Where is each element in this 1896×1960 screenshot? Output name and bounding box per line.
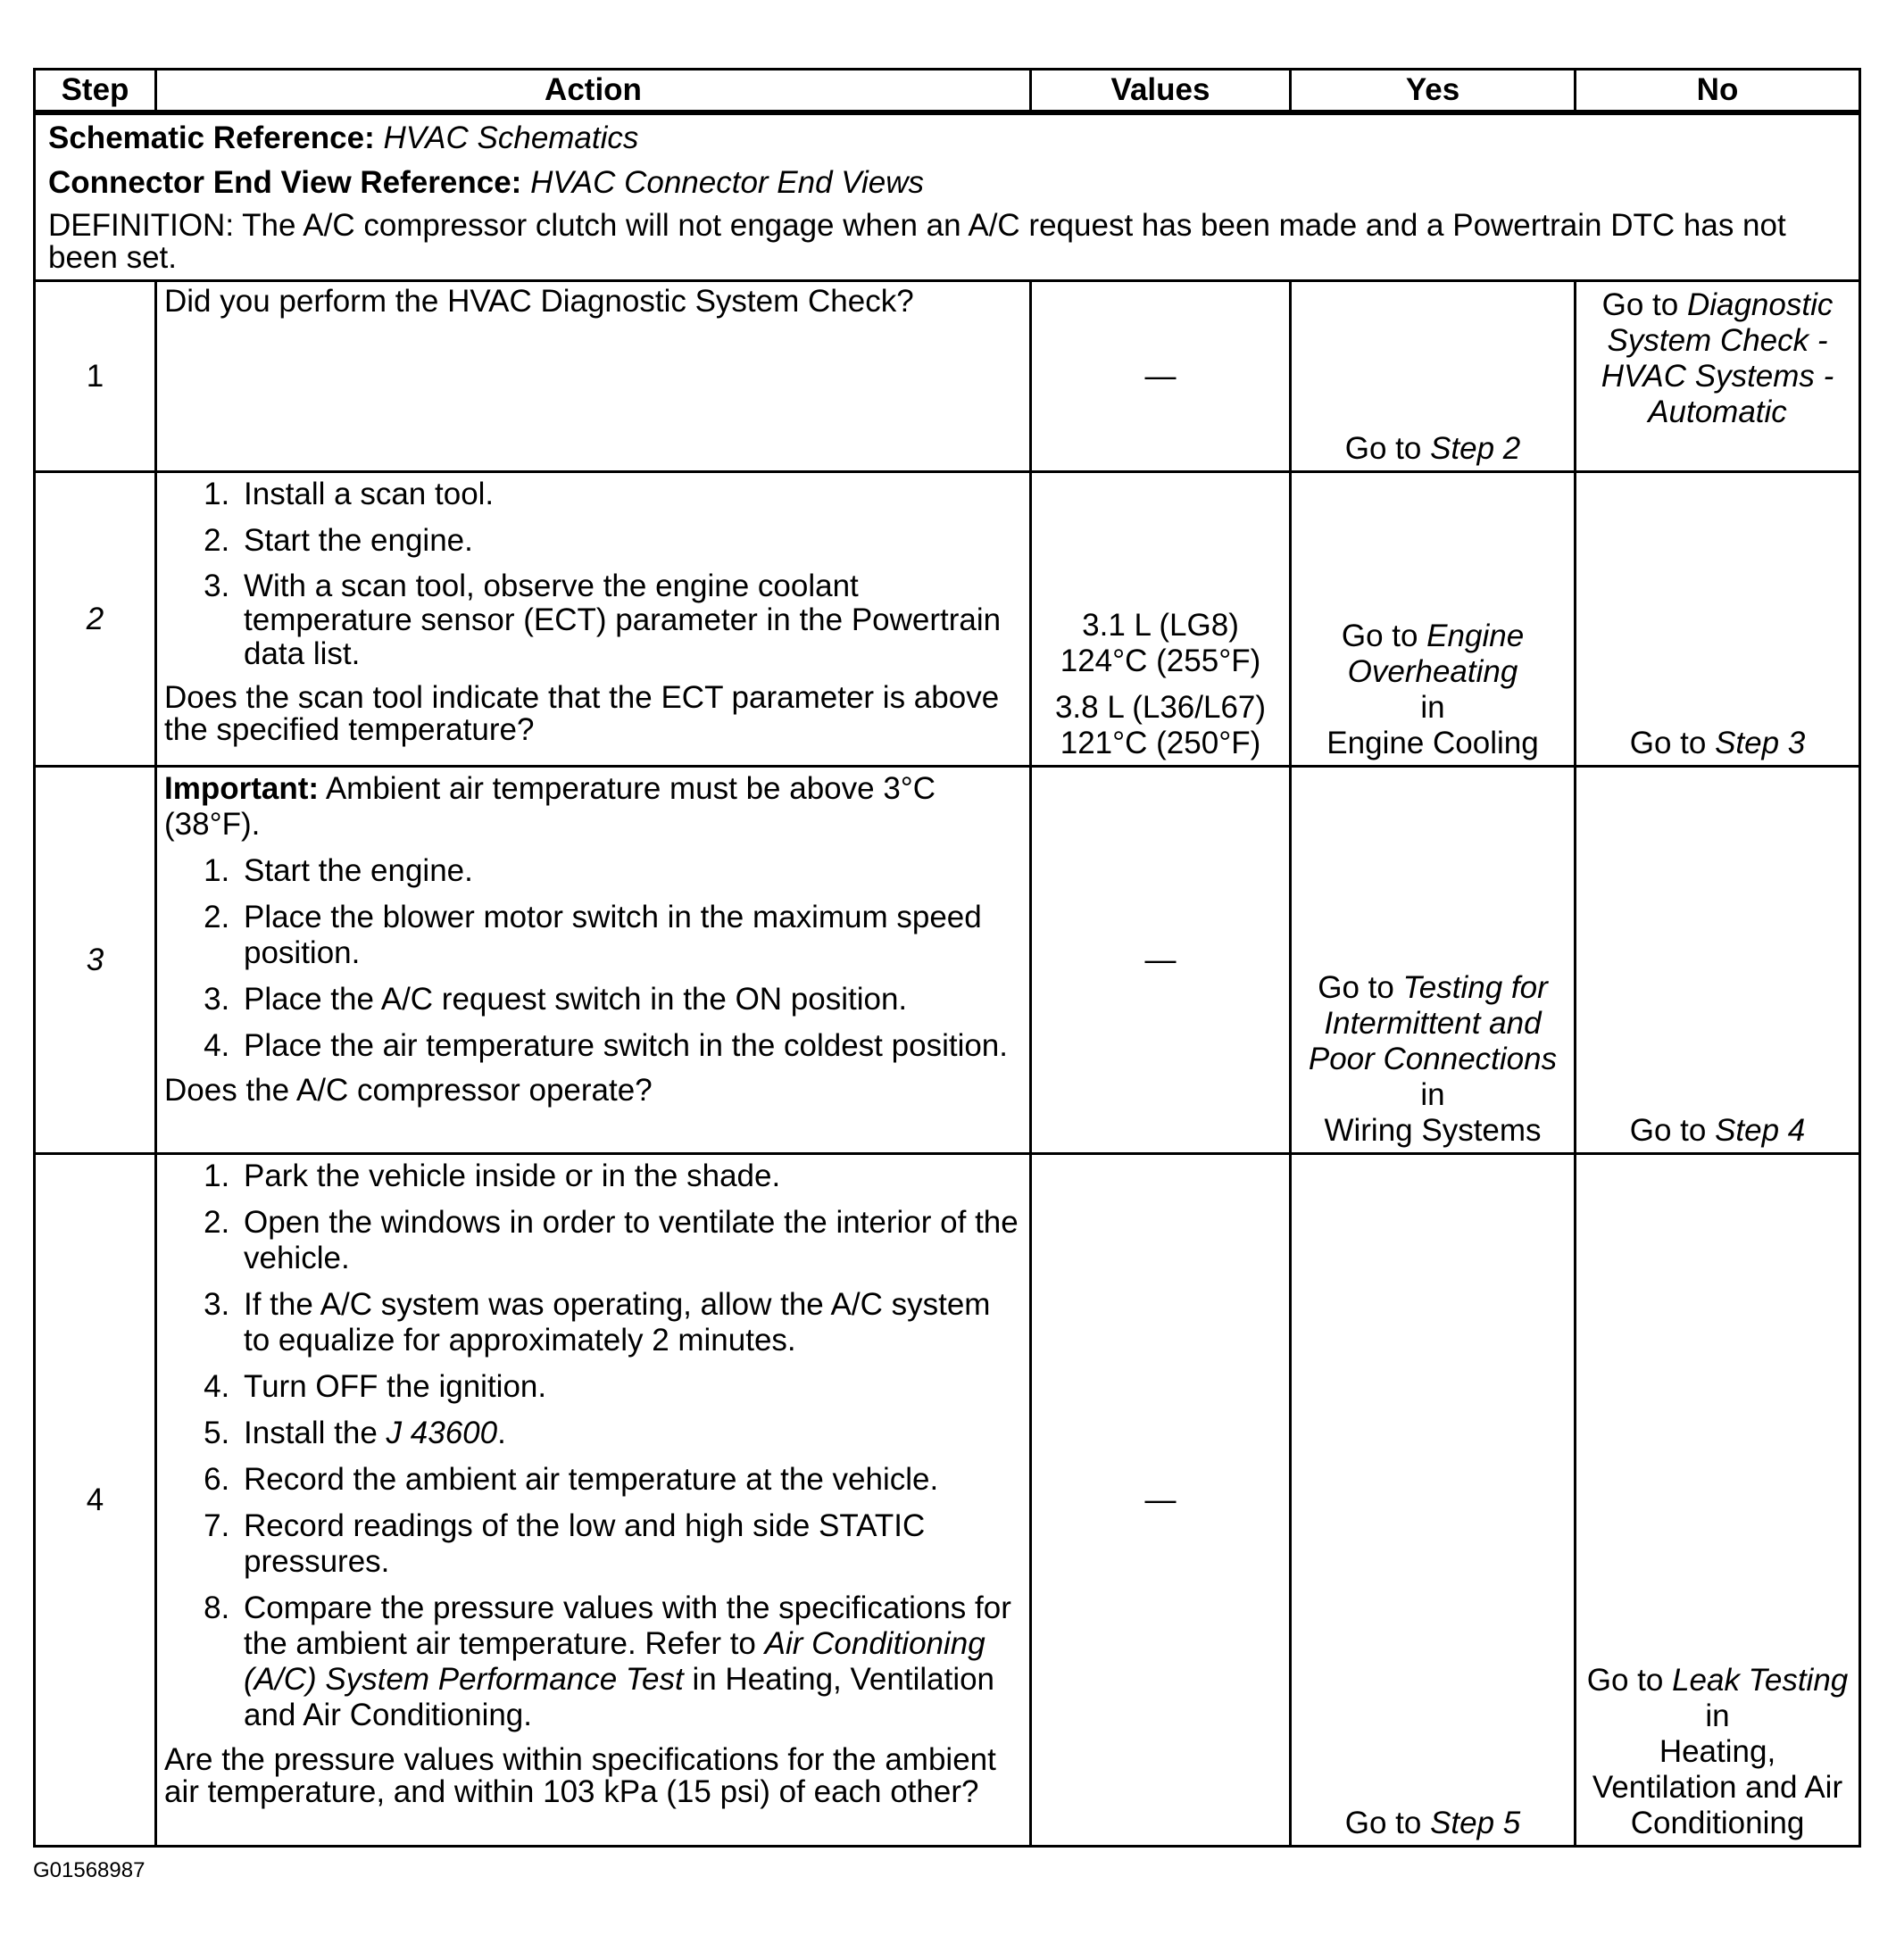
action-step: 4. Place the air temperature switch in the coldest position.	[238, 1028, 1022, 1064]
action-steps	[164, 1159, 1022, 1733]
compare-suffix: in Heating, Ventilation and Air Conditioning.	[244, 1662, 995, 1732]
schematic-reference-link[interactable]: HVAC Schematics	[383, 120, 639, 155]
important-label: Important:	[164, 771, 320, 806]
yes-section: Wiring Systems	[1324, 1113, 1542, 1148]
diagnostic-table-sheet	[33, 68, 1859, 1848]
action-step: 3. With a scan tool, observe the engine coolant temperature sensor (ECT) parameter in the Powertrain data list.	[238, 569, 1022, 671]
important-text: Ambient air temperature must be above 3°C (38°F).	[164, 771, 936, 842]
yes-cell	[1291, 767, 1576, 1154]
action-question: Does the scan tool indicate that the ECT parameter is above the specified temperature?	[164, 680, 1000, 747]
value-cell: —	[1031, 767, 1291, 1154]
action-cell	[156, 281, 1031, 472]
yes-section: Engine Cooling	[1326, 726, 1539, 760]
no-prefix: Go to	[1629, 1113, 1716, 1148]
action-step	[238, 1590, 1022, 1733]
yes-prefix: Go to	[1344, 1806, 1431, 1840]
step-row-3	[35, 767, 1860, 1154]
temp-spec-1: 124°C (255°F)	[1060, 644, 1261, 678]
connector-reference	[48, 165, 1848, 201]
action-step: 6. Record the ambient air temperature at the vehicle.	[238, 1462, 1022, 1498]
no-section: Heating, Ventilation and Air Conditioning	[1592, 1734, 1843, 1840]
no-cell	[1576, 767, 1860, 1154]
action-step: 3. If the A/C system was operating, allow the A/C system to equalize for approximately 2 minutes.	[238, 1287, 1022, 1358]
install-prefix: Install the	[244, 1416, 387, 1450]
diagnostic-table	[33, 68, 1861, 1848]
yes-prefix: Go to	[1344, 431, 1431, 466]
step-row-1	[35, 281, 1860, 472]
no-link[interactable]: Leak Testing	[1672, 1663, 1849, 1698]
connector-reference-label: Connector End View Reference:	[48, 165, 522, 200]
no-link[interactable]: Step 3	[1715, 726, 1806, 760]
value-cell: —	[1031, 1154, 1291, 1847]
value-cell	[1031, 472, 1291, 767]
no-link[interactable]: Step 4	[1715, 1113, 1806, 1148]
step-number: 4	[35, 1154, 156, 1847]
step-number: 2	[35, 472, 156, 767]
step-row-4	[35, 1154, 1860, 1847]
action-step: 7. Record readings of the low and high side STATIC pressures.	[238, 1508, 1022, 1580]
step-number: 1	[35, 281, 156, 472]
yes-link[interactable]: Engine Overheating	[1347, 619, 1525, 689]
temp-spec-2: 121°C (250°F)	[1060, 726, 1261, 760]
yes-link[interactable]: Step 2	[1430, 431, 1521, 466]
header-action: Action	[156, 70, 1031, 113]
action-cell	[156, 1154, 1031, 1847]
header-values: Values	[1031, 70, 1291, 113]
yes-prefix: Go to	[1318, 970, 1403, 1005]
connector-reference-link[interactable]: HVAC Connector End Views	[530, 165, 925, 200]
action-step: 1. Install a scan tool.	[238, 477, 1022, 512]
important-note	[164, 771, 1022, 843]
action-step: 1. Park the vehicle inside or in the shade.	[238, 1159, 1022, 1194]
yes-link[interactable]: Testing for Intermittent and Poor Connections	[1308, 970, 1558, 1076]
no-prefix: Go to	[1586, 1663, 1673, 1698]
reference-row	[35, 112, 1860, 281]
action-step: 2. Start the engine.	[238, 523, 1022, 559]
yes-in: in	[1420, 1077, 1445, 1112]
yes-cell	[1291, 281, 1576, 472]
action-question: Does the A/C compressor operate?	[164, 1073, 653, 1108]
figure-id: G01568987	[33, 1858, 146, 1882]
action-question: Are the pressure values within specifications for the ambient air temperature, and within 103 kPa (15 psi) of each other?	[164, 1742, 996, 1809]
action-cell	[156, 767, 1031, 1154]
step-number: 3	[35, 767, 156, 1154]
action-question: Did you perform the HVAC Diagnostic System Check?	[164, 284, 914, 319]
schematic-reference	[48, 120, 1848, 156]
header-row	[35, 70, 1860, 113]
yes-link[interactable]: Step 5	[1430, 1806, 1521, 1840]
action-step	[238, 1416, 1022, 1451]
schematic-reference-label: Schematic Reference:	[48, 120, 375, 155]
action-steps	[164, 853, 1022, 1064]
definition-text: DEFINITION: The A/C compressor clutch will not engage when an A/C request has been made and a Powertrain DTC has not been set.	[48, 208, 1786, 275]
yes-cell	[1291, 472, 1576, 767]
header-step: Step	[35, 70, 156, 113]
value-cell: —	[1031, 281, 1291, 472]
compare-text: Compare the pressure values with the specifications for the ambient air temperature. Refer to	[244, 1590, 1011, 1661]
action-step: 4. Turn OFF the ignition.	[238, 1369, 1022, 1405]
action-steps	[164, 477, 1022, 671]
no-in: in	[1705, 1698, 1730, 1733]
action-step: 1. Start the engine.	[238, 853, 1022, 889]
action-step: 2. Open the windows in order to ventilate the interior of the vehicle.	[238, 1205, 1022, 1276]
engine-spec-1: 3.1 L (LG8)	[1082, 608, 1239, 643]
step-row-2	[35, 472, 1860, 767]
no-cell	[1576, 472, 1860, 767]
no-cell	[1576, 1154, 1860, 1847]
yes-in: in	[1420, 690, 1445, 725]
yes-cell	[1291, 1154, 1576, 1847]
action-step: 2. Place the blower motor switch in the maximum speed position.	[238, 900, 1022, 971]
no-link[interactable]: Diagnostic System Check - HVAC Systems - Automatic	[1601, 287, 1834, 429]
action-cell	[156, 472, 1031, 767]
no-prefix: Go to	[1629, 726, 1716, 760]
yes-prefix: Go to	[1341, 619, 1427, 653]
reference-cell	[35, 112, 1860, 281]
header-no: No	[1576, 70, 1860, 113]
header-yes: Yes	[1291, 70, 1576, 113]
no-prefix: Go to	[1601, 287, 1687, 322]
performance-test-link[interactable]: Air Conditioning (A/C) System Performance Test	[244, 1626, 985, 1697]
install-suffix: .	[497, 1416, 506, 1450]
no-cell	[1576, 281, 1860, 472]
action-step: 3. Place the A/C request switch in the ON position.	[238, 982, 1022, 1017]
tool-link[interactable]: J 43600	[386, 1416, 498, 1450]
engine-spec-2: 3.8 L (L36/L67)	[1054, 690, 1267, 725]
